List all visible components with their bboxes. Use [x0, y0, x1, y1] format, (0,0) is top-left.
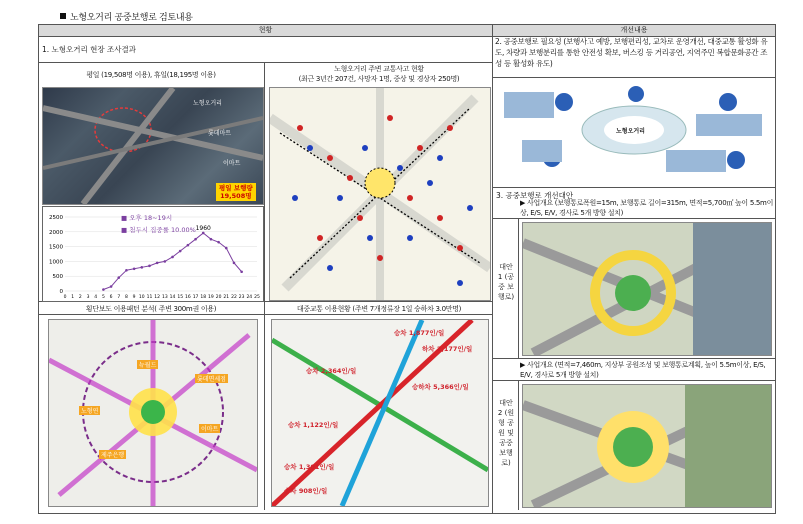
chart-legend-2: ■ 첨두시 집중률 10.00%: [121, 226, 196, 234]
chart-point: [240, 270, 243, 273]
chart-xtick-label: 16: [185, 295, 191, 300]
chart-xtick-label: 12: [154, 295, 161, 300]
crosswalk-map: [48, 319, 258, 507]
chart-xtick-label: 19: [208, 295, 214, 300]
chart-point: [194, 238, 197, 241]
diagram-center-label: 노형오거리: [616, 128, 645, 135]
chart-point: [171, 256, 174, 259]
chart-xtick-label: 10: [138, 295, 145, 300]
chart-xtick-label: 8: [125, 295, 128, 300]
chart-xtick-label: 6: [109, 295, 113, 300]
chart-ytick-label: 1500: [49, 244, 63, 251]
alt1-label: 대안 1 (공중 보행로): [497, 263, 515, 301]
chart-point: [125, 269, 128, 272]
chart-peak-label: 1960: [195, 224, 211, 232]
header-improvement: 개선내용: [493, 25, 776, 37]
chart-ytick-label: 1000: [49, 259, 63, 266]
transit-caption: 대중교통 이용현황 (주변 7개정류장 1일 승하차 3.0만명): [296, 305, 462, 313]
chart-point: [148, 265, 151, 268]
transit-label-1: 승차 1,877인/일: [394, 329, 445, 337]
chart-xtick-label: 23: [238, 295, 245, 300]
chart-xtick-label: 22: [231, 295, 237, 300]
chart-point: [225, 247, 228, 250]
chart-xtick-label: 14: [169, 295, 176, 300]
chart-point: [133, 268, 136, 271]
chart-xtick-label: 7: [117, 295, 121, 300]
aerial-label-2: 롯데마트: [208, 130, 232, 137]
chart-point: [117, 276, 120, 279]
transit-label-7: 승차 908인/일: [284, 487, 328, 495]
transit-label-3: 승차 2,364인/일: [306, 367, 357, 375]
chart-xtick-label: 5: [101, 295, 105, 300]
document-title: 노형오거리 공중보행로 검토내용: [60, 10, 193, 23]
pedestrian-chart-panel: [42, 206, 264, 302]
chart-ytick-label: 500: [52, 274, 63, 281]
aerial-caption: 평일 (19,508명 이용), 휴일(18,195명 이용): [86, 71, 216, 79]
aerial-label-1: 노형오거리: [193, 100, 222, 107]
badge-line-1: 평일 보행량: [219, 184, 253, 192]
chart-ytick-label: 0: [59, 289, 63, 295]
chart-xtick-label: 4: [94, 295, 98, 300]
chart-xtick-label: 17: [192, 295, 199, 300]
crosswalk-label-5: 제주은행: [101, 452, 125, 459]
chart-legend-1: ■ 오후 18~19시: [121, 214, 173, 222]
chart-ytick-label: 2500: [49, 215, 63, 221]
header-current: 현황: [39, 25, 493, 37]
accident-caption-1: 노형오거리 주변 교통사고 현황: [334, 65, 424, 73]
alt2-description: ▶ 사업개요 (면적=7,460m, 지상부 공원조성 및 보행통로계획, 높이 5.5m이상, E/S, E/V, 경사로 5개 방향 설치): [520, 361, 766, 379]
chart-point: [141, 266, 144, 269]
aerial-label-3: 이마트: [223, 160, 241, 167]
chart-point: [233, 262, 236, 265]
chart-point: [110, 285, 113, 288]
section-1-title: 1. 노형오거리 현장 조사결과: [42, 45, 137, 54]
chart-ytick-label: 2000: [49, 229, 63, 236]
chart-point: [164, 260, 167, 263]
accident-map: [269, 87, 491, 301]
chart-xtick-label: 9: [132, 295, 136, 300]
chart-xtick-label: 13: [161, 295, 168, 300]
accident-map-overlay: [270, 88, 490, 300]
alt1-rendering: [522, 222, 772, 356]
chart-xtick-label: 21: [223, 295, 230, 300]
chart-point: [156, 262, 159, 265]
chart-xtick-label: 18: [200, 295, 207, 300]
chart-xtick-label: 2: [78, 295, 82, 300]
chart-xtick-label: 20: [215, 295, 222, 300]
chart-xtick-label: 0: [63, 295, 67, 300]
crosswalk-label-1: 뉴월드: [139, 362, 157, 369]
chart-point: [179, 250, 182, 253]
chart-point: [210, 238, 213, 241]
section-2-text: 2. 공중보행로 필요성 (보행사고 예방, 보행편리성, 교차로 운영개선, 대중교통 활성화 유도, 차량과 보행분리를 통한 안전성 확보, 버스킹 등 거리공연, 지역주민 복합문화공간 조성 등 활성화 유도): [495, 37, 768, 68]
transit-label-4: 승하차 5,366인/일: [412, 383, 469, 391]
chart-xtick-label: 25: [254, 295, 260, 300]
crosswalk-caption: 횡단보도 이용패턴 분석( 주변 300m권 이용): [85, 305, 217, 313]
transit-label-5: 승차 1,122인/일: [288, 421, 339, 429]
chart-point: [217, 241, 220, 244]
chart-xtick-label: 1: [71, 295, 75, 300]
crosswalk-label-3: 노형연: [81, 408, 99, 415]
transit-label-6: 승차 1,301인/일: [284, 463, 335, 471]
alt1-description: ▶ 사업개요 (보행통로폭원=15m, 보행통로 길이=315m, 면적=5,700㎡ 높이 5.5m이상, E/S, E/V, 경사로 5개 방향 설치): [520, 199, 774, 217]
chart-point: [202, 232, 205, 235]
pedestrian-badge: [216, 183, 256, 201]
aerial-photo: [42, 87, 264, 205]
chart-xtick-label: 11: [146, 295, 153, 300]
alt2-label: 대안 2 (원형 공원 및 공중 보행로): [497, 399, 515, 467]
transit-label-2: 하차 2,177인/일: [422, 345, 473, 353]
chart-point: [187, 244, 190, 247]
badge-line-2: 19,508명: [220, 192, 252, 200]
necessity-diagram: [496, 80, 772, 184]
chart-point: [102, 288, 105, 291]
alt2-rendering: [522, 384, 772, 508]
alt1-rendering-overlay: [523, 223, 771, 355]
chart-xtick-label: 3: [86, 295, 90, 300]
alt2-rendering-overlay: [523, 385, 771, 507]
transit-map: [271, 319, 489, 507]
chart-xtick-label: 15: [177, 295, 184, 300]
section-3-title: 3. 공중보행로 개선대안: [496, 191, 574, 200]
crosswalk-label-4: 이마트: [201, 426, 219, 433]
crosswalk-label-2: 롯데면세점: [197, 376, 226, 383]
chart-xtick-label: 24: [246, 295, 253, 300]
accident-caption-2: (최근 3년간 207건, 사망자 1명, 중상 및 경상자 250명): [298, 75, 460, 83]
